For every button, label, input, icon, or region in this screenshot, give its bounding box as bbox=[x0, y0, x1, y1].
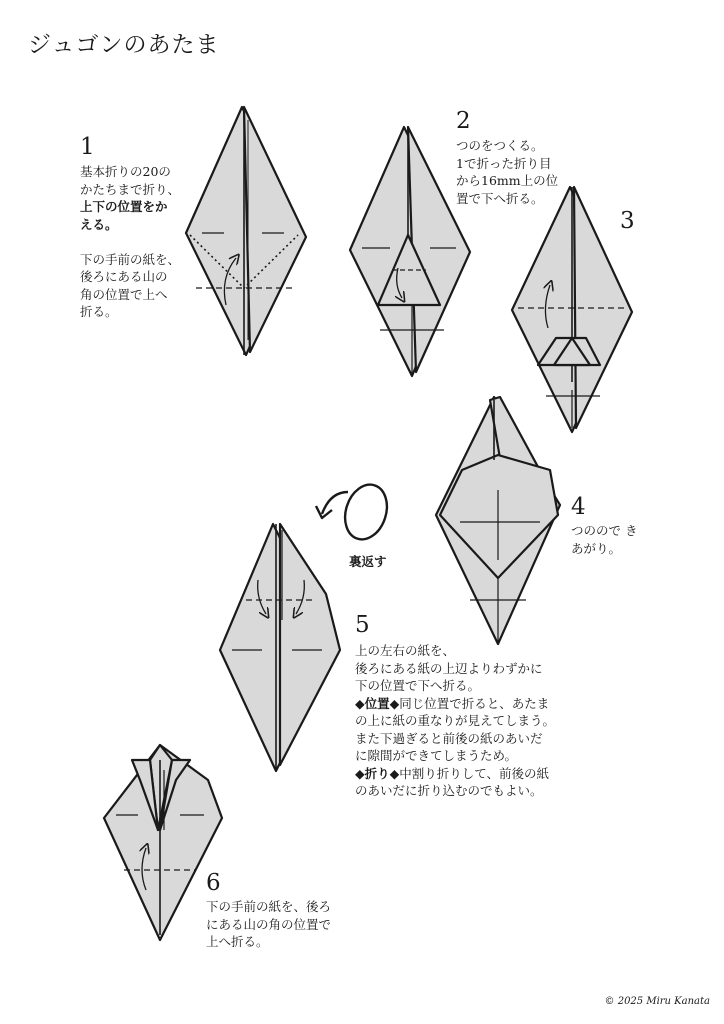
step-1-number: 1 bbox=[80, 134, 95, 160]
step-1-line bbox=[80, 233, 180, 251]
turn-over-label: 裏返す bbox=[349, 554, 387, 569]
step-6-line: 下の手前の紙を、後ろ bbox=[206, 899, 332, 914]
step-5-line: 下の位置で下へ折る。 bbox=[355, 678, 481, 693]
turn-over-arrow-icon bbox=[316, 479, 394, 545]
step-2-line: つのをつくる。 bbox=[456, 138, 544, 153]
step-5-line: のあいだに折り込むのでもよい。 bbox=[355, 783, 543, 798]
step-1-line: かたちまで折り、 bbox=[80, 181, 181, 197]
step-4-diagram bbox=[436, 397, 560, 644]
step-5-line: 上の左右の紙を、 bbox=[355, 643, 456, 658]
step-3-number: 3 bbox=[620, 208, 635, 234]
step-6-diagram bbox=[104, 745, 222, 940]
step-5-text bbox=[355, 642, 555, 800]
step-1-line: える。 bbox=[80, 216, 118, 232]
step-5-line: に隙間ができてしまうため。 bbox=[355, 748, 518, 763]
step-4-line: あがり。 bbox=[571, 540, 622, 556]
step-4-line: つのので き bbox=[571, 523, 638, 538]
step-2-line: 置で下へ折る。 bbox=[456, 190, 544, 206]
step-5-line: の上に紙の重なりが見えてしまう。 bbox=[355, 713, 556, 728]
step-1-line: 上下の位置をか bbox=[80, 199, 168, 214]
step-1-diagram bbox=[186, 107, 306, 355]
step-2-text bbox=[456, 137, 558, 207]
step-6-line: 上へ折る。 bbox=[206, 934, 269, 949]
step-5-number: 5 bbox=[355, 612, 370, 638]
step-1-line: 後ろにある山の bbox=[80, 269, 168, 284]
step-1-line: 下の手前の紙を、 bbox=[80, 251, 181, 267]
step-4-text bbox=[571, 522, 637, 557]
step-5-line: ◆折り◆中割り折りして、前後の紙 bbox=[355, 765, 549, 781]
copyright: © 2025 Miru Kanata bbox=[604, 996, 710, 1007]
step-2-line: から16mm上の位 bbox=[456, 173, 559, 188]
step-4-number: 4 bbox=[571, 494, 586, 520]
step-6-line: にある山の角の位置で bbox=[206, 916, 332, 932]
page-title: ジュゴンのあたま bbox=[28, 32, 220, 58]
step-2-number: 2 bbox=[456, 108, 471, 134]
step-6-text bbox=[206, 898, 331, 951]
step-3-diagram bbox=[512, 187, 632, 432]
step-5-diagram bbox=[220, 524, 340, 771]
step-1-line: 角の位置で上へ bbox=[80, 286, 168, 302]
step-6-number: 6 bbox=[206, 870, 221, 896]
step-1-text bbox=[80, 163, 180, 321]
step-1-line: 折る。 bbox=[80, 304, 118, 319]
step-5-line: ◆位置◆同じ位置で折ると、あたま bbox=[355, 695, 550, 711]
step-2-line: 1で折った折り目 bbox=[456, 155, 552, 171]
step-1-line: 基本折りの20の bbox=[80, 164, 171, 179]
step-5-line: また下過ぎると前後の紙のあいだ bbox=[355, 730, 543, 746]
step-5-line: 後ろにある紙の上辺よりわずかに bbox=[355, 660, 543, 676]
step-2-diagram bbox=[350, 127, 470, 376]
